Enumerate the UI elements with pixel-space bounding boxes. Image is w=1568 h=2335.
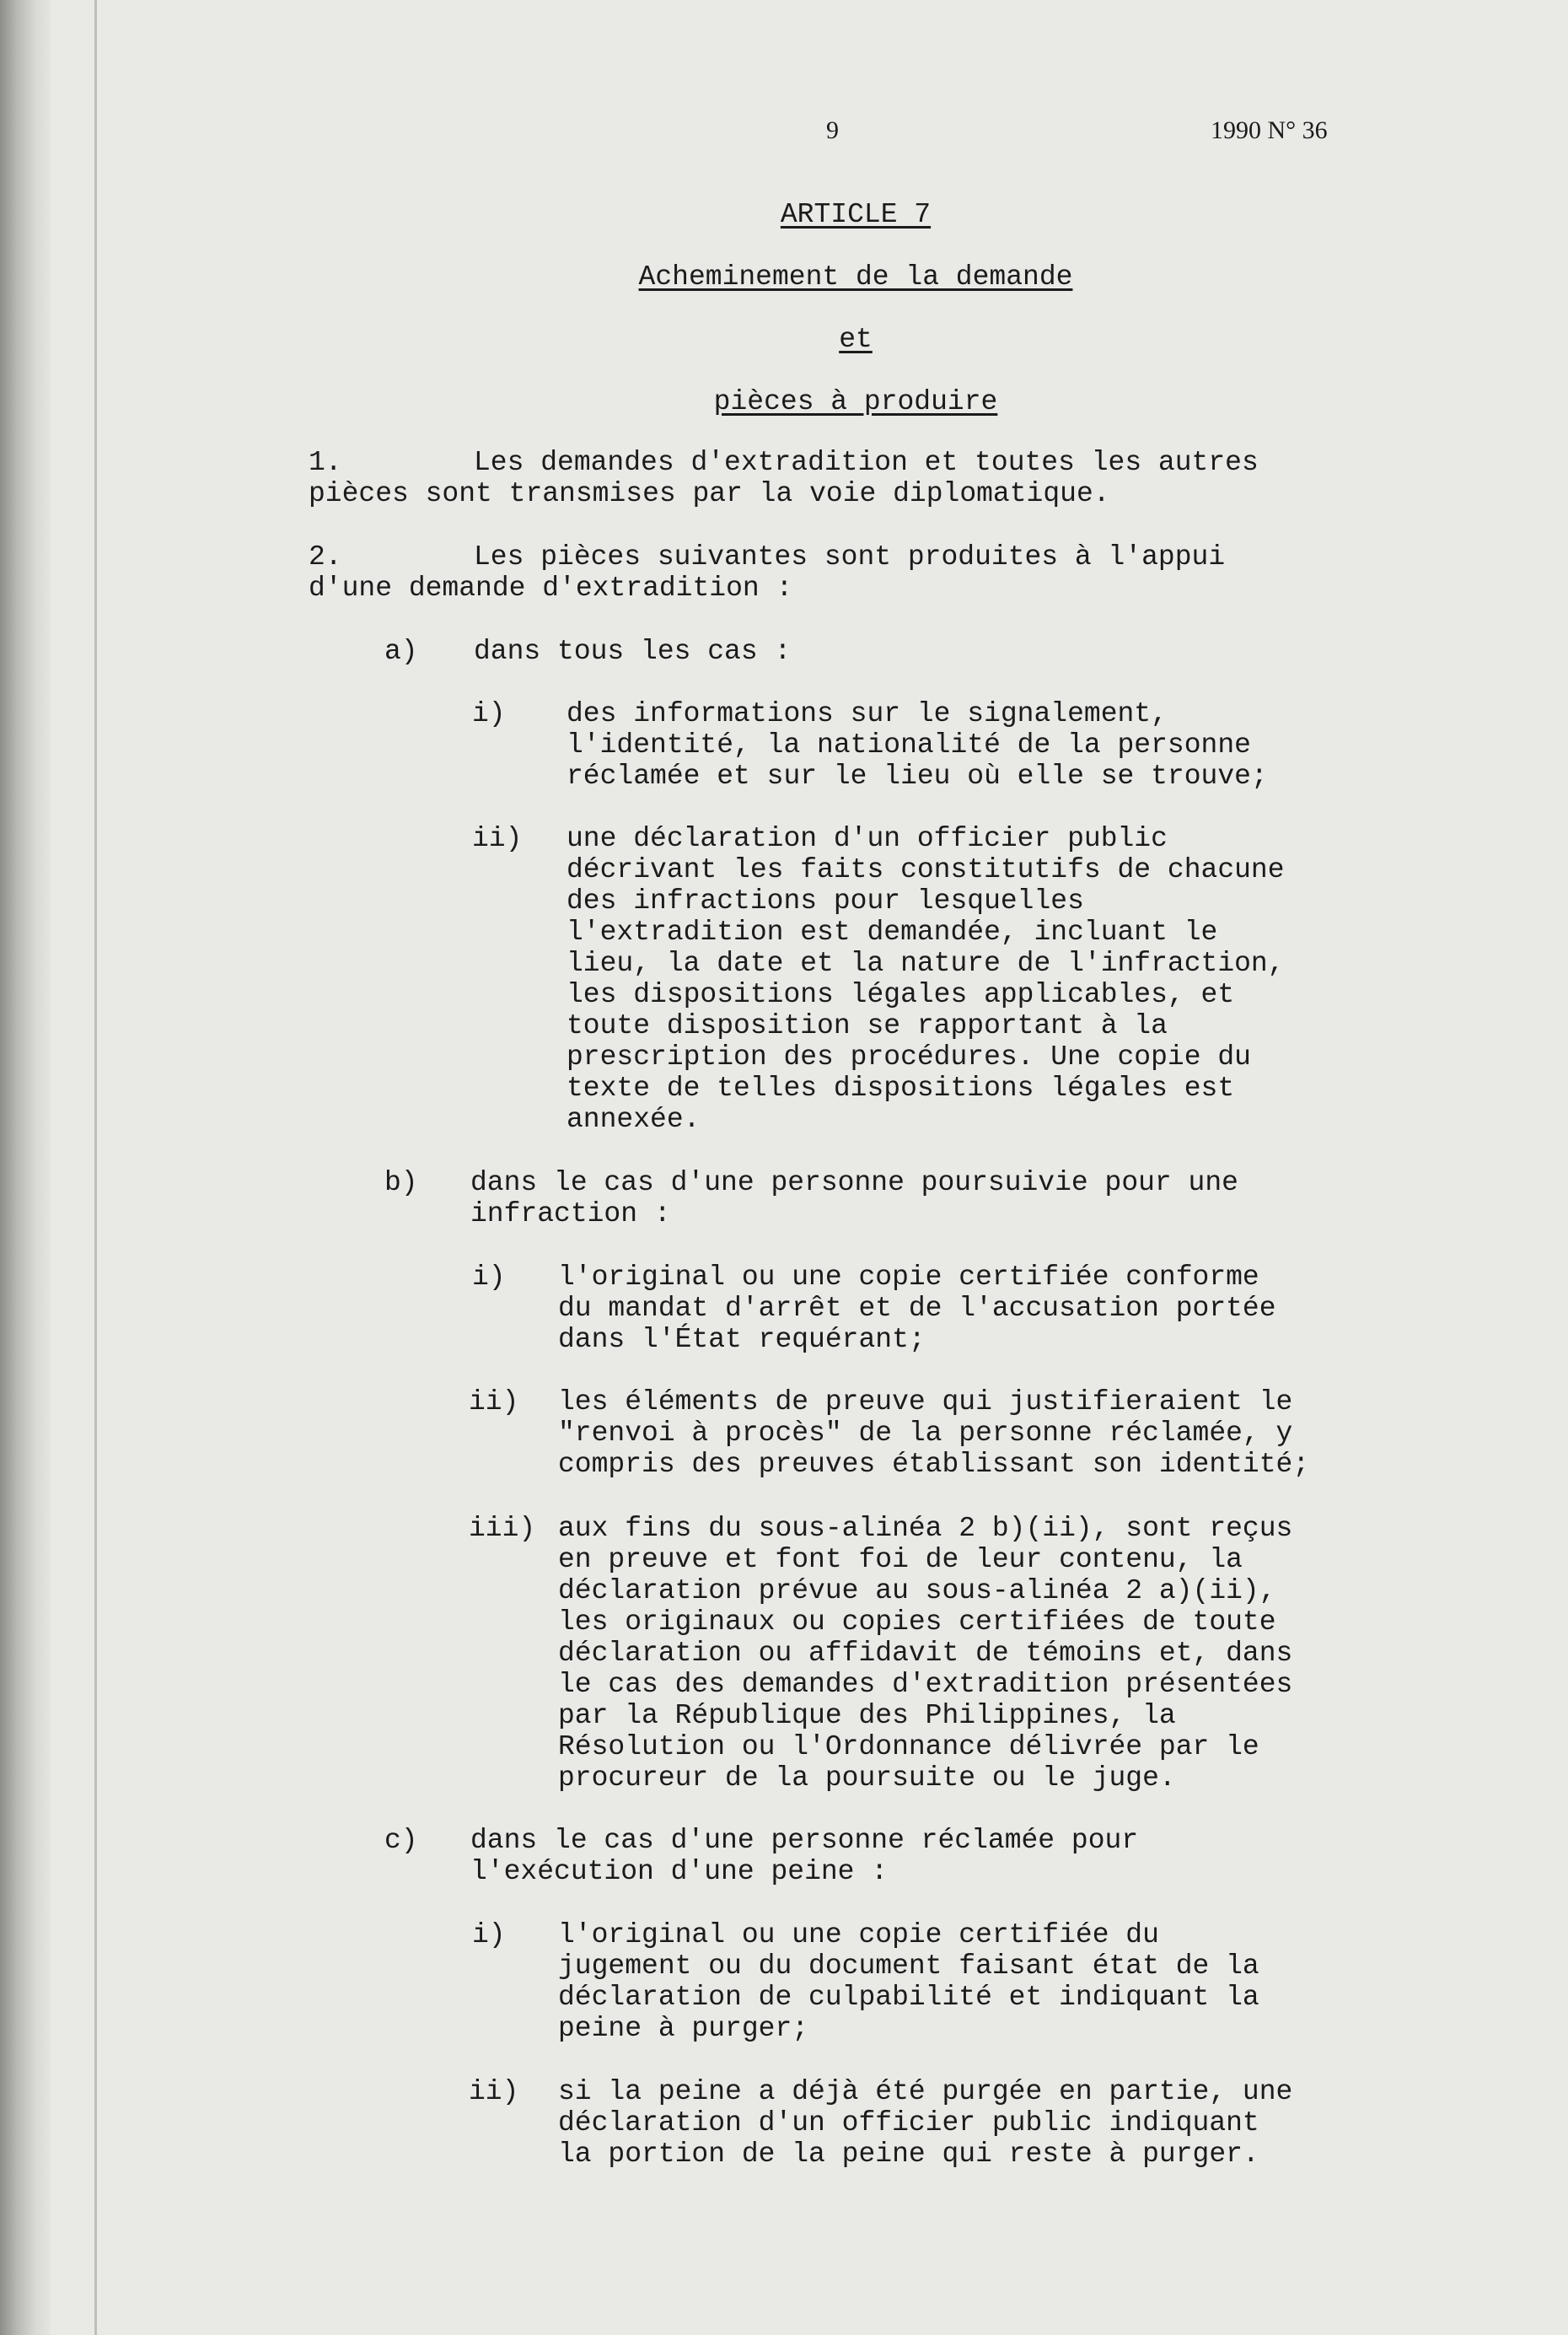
item-b-iii-line: par la République des Philippines, la [558, 1700, 1176, 1731]
subpara-c-text: l'exécution d'une peine : [470, 1856, 889, 1887]
article-title: ARTICLE 7 [780, 199, 932, 230]
item-c-ii-marker: ii) [469, 2076, 519, 2107]
item-a-i-line: l'identité, la nationalité de la personne [567, 729, 1251, 761]
item-b-iii-line: déclaration prévue au sous-alinéa 2 a)(ii), [558, 1575, 1276, 1606]
item-a-i-line: réclamée et sur le lieu où elle se trouve; [567, 761, 1268, 792]
item-c-ii-line: la portion de la peine qui reste à purger. [558, 2139, 1259, 2170]
item-a-ii-line: texte de telles dispositions légales est [567, 1073, 1235, 1104]
item-a-ii-line: des infractions pour lesquelles [567, 885, 1084, 917]
page-header [0, 116, 1568, 153]
page-binding-edge [0, 0, 51, 2335]
item-c-i-line: l'original ou une copie certifiée du [558, 1919, 1159, 1950]
para1-line1: Les demandes d'extradition et toutes les autres [474, 447, 1259, 478]
item-a-ii-line: une déclaration d'un officier public [567, 823, 1168, 854]
item-a-ii-line: annexée. [567, 1104, 701, 1135]
item-a-ii-line: l'extradition est demandée, incluant le [567, 917, 1218, 948]
item-c-i-line: peine à purger; [558, 2013, 809, 2044]
subpara-c-text: dans le cas d'une personne réclamée pour [470, 1825, 1139, 1856]
item-b-ii-line: les éléments de preuve qui justifieraient le [558, 1386, 1293, 1418]
item-b-ii-line: compris des preuves établissant son identité; [558, 1449, 1310, 1480]
item-b-i-line: du mandat d'arrêt et de l'accusation portée [558, 1293, 1276, 1324]
item-a-ii-marker: ii) [472, 823, 523, 854]
binding-crease [94, 0, 97, 2335]
page-number: 9 [826, 116, 839, 144]
subpara-a-marker: a) [384, 636, 418, 667]
item-c-ii-line: déclaration d'un officier public indiquant [558, 2107, 1259, 2139]
item-c-i-line: jugement ou du document faisant état de la [558, 1950, 1259, 1982]
subpara-b-text: infraction : [470, 1198, 671, 1229]
item-b-i-line: dans l'État requérant; [558, 1324, 926, 1355]
item-c-ii-line: si la peine a déjà été purgée en partie, une [558, 2076, 1293, 2107]
item-b-iii-line: procureur de la poursuite ou le juge. [558, 1762, 1176, 1794]
subpara-b-marker: b) [384, 1167, 418, 1198]
item-a-ii-line: les dispositions légales applicables, et [567, 979, 1235, 1010]
item-b-iii-line: aux fins du sous-alinéa 2 b)(ii), sont reçus [558, 1513, 1293, 1544]
item-b-ii-marker: ii) [469, 1386, 519, 1418]
article-heading-line1: Acheminement de la demande [638, 261, 1073, 293]
item-b-ii-line: "renvoi à procès" de la personne réclamée, y [558, 1418, 1293, 1449]
item-a-ii-line: toute disposition se rapportant à la [567, 1010, 1168, 1041]
item-b-iii-line: les originaux ou copies certifiées de toute [558, 1606, 1276, 1638]
item-b-i-marker: i) [472, 1262, 506, 1293]
subpara-a-text: dans tous les cas : [474, 636, 792, 667]
item-c-i-line: déclaration de culpabilité et indiquant la [558, 1982, 1259, 2013]
subpara-b-text: dans le cas d'une personne poursuivie pour une [470, 1167, 1238, 1198]
item-a-ii-line: prescription des procédures. Une copie du [567, 1041, 1251, 1073]
item-a-ii-line: lieu, la date et la nature de l'infraction, [567, 948, 1285, 979]
item-c-i-marker: i) [472, 1919, 506, 1950]
item-a-i-marker: i) [472, 698, 506, 729]
document-reference: 1990 N° 36 [1211, 116, 1328, 144]
para1-number: 1. [309, 447, 342, 478]
item-b-iii-line: déclaration ou affidavit de témoins et, dans [558, 1638, 1293, 1669]
article-heading-line2: et [839, 324, 873, 355]
item-b-iii-line: le cas des demandes d'extradition présentées [558, 1669, 1293, 1700]
item-b-i-line: l'original ou une copie certifiée conforme [558, 1262, 1259, 1293]
para2-number: 2. [309, 541, 342, 573]
item-a-i-line: des informations sur le signalement, [567, 698, 1168, 729]
item-b-iii-marker: iii) [469, 1513, 536, 1544]
item-b-iii-line: en preuve et font foi de leur contenu, la [558, 1544, 1243, 1575]
para2-line2: d'une demande d'extradition : [309, 573, 793, 604]
para1-line2: pièces sont transmises par la voie diplomatique. [309, 478, 1110, 509]
para2-line1: Les pièces suivantes sont produites à l'appui [474, 541, 1226, 573]
article-heading-line3: pièces à produire [713, 386, 998, 417]
subpara-c-marker: c) [384, 1825, 418, 1856]
item-a-ii-line: décrivant les faits constitutifs de chacune [567, 854, 1285, 885]
item-b-iii-line: Résolution ou l'Ordonnance délivrée par le [558, 1731, 1259, 1762]
